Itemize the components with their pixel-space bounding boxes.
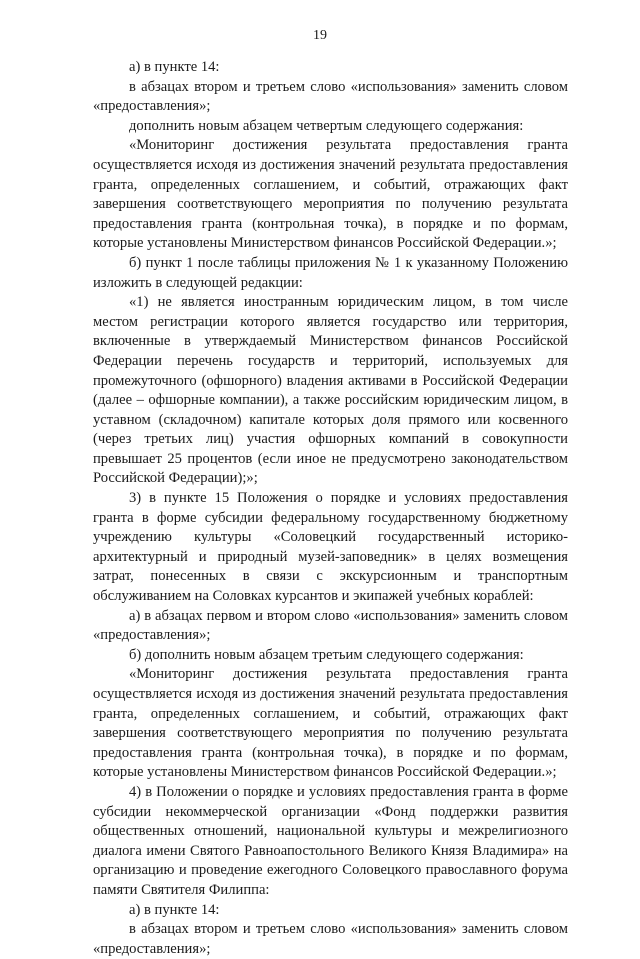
page-number: 19 [313,28,327,43]
paragraph-1: а) в пункте 14: [129,59,220,75]
paragraph-8: а) в абзацах первом и втором слово «использования» заменить словом «предоставления»; [93,607,568,644]
paragraph-2: в абзацах втором и третьем слово «использования» заменить словом «предоставления»; [93,78,568,115]
paragraph-12: а) в пункте 14: [129,901,220,918]
document-body [93,58,568,959]
paragraph-6: «1) не является иностранным юридическим лицом, в том числе местом регистрации которого является государство или территория, включенные в утверждаемый Министерством финансов Российской Федерации перечень государств и территорий, используемых для промежуточного (офшорного) владения активами в Российской Федерации (далее – офшорные компании), а также российским юридическим лицом, в уставном (складочном) капитале которых доля прямого или косвенного (через третьих лиц) участия офшорных компаний в совокупности превышает 25 процентов (если иное не предусмотрено законодательством Российской Федерации);»; [93,294,568,487]
paragraph-3: дополнить новым абзацем четвертым следующего содержания: [129,117,524,134]
paragraph-9: б) дополнить новым абзацем третьим следующего содержания: [129,646,524,663]
paragraph-5: б) пункт 1 после таблицы приложения № 1 к указанному Положению изложить в следующей редакции: [93,254,568,291]
paragraph-10: «Мониторинг достижения результата предоставления гранта осуществляется исходя из достижения значений результата предоставления гранта, определенных соглашением, и событий, отражающих факт завершения соответствующего мероприятия по получению результата предоставления гранта (контрольная точка), в порядке и по формам, которые установлены Министерством финансов Российской Федерации.»; [93,666,568,781]
paragraph-13: в абзацах втором и третьем слово «использования» заменить словом «предоставления»; [93,921,568,957]
paragraph-7: 3) в пункте 15 Положения о порядке и условиях предоставления гранта в форме субсидии федеральному государственному бюджетному учреждению культуры «Соловецкий государственный историко-архитектурный и природный музей-заповедник» в целях возмещения затрат, понесенных в связи с экскурсионным и транспортным обслуживанием на Соловках курсантов и экипажей учебных кораблей: [93,490,568,605]
paragraph-11: 4) в Положении о порядке и условиях предоставления гранта в форме субсидии некоммерческой организации «Фонд поддержки развития общественных отношений, национальной культуры и межрелигиозного диалога имени Святого Равноапостольного Великого Князя Владимира» на организацию и проведение ежегодного Соловецкого православного форума памяти Святителя Филиппа: [93,783,568,898]
paragraph-4: «Мониторинг достижения результата предоставления гранта осуществляется исходя из достижения значений результата предоставления гранта, определенных соглашением, и событий, отражающих факт завершения соответствующего мероприятия по получению результата предоставления гранта (контрольная точка), в порядке и по формам, которые установлены Министерством финансов Российской Федерации.»; [93,137,568,252]
